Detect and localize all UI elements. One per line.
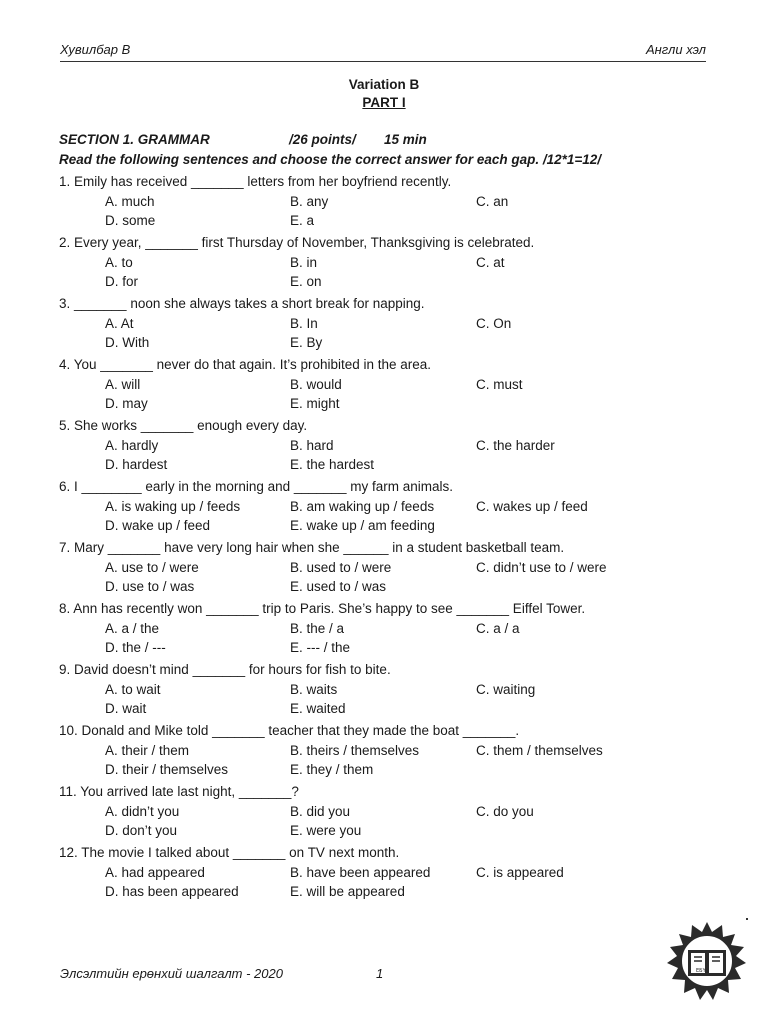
- section-points: /26 points/: [289, 132, 356, 147]
- answer-option: A. a / the: [105, 621, 160, 636]
- question-11: [59, 783, 709, 844]
- answer-option: E. wake up / am feeding: [290, 518, 435, 533]
- answer-option: C. at: [476, 255, 505, 270]
- option-row: [59, 558, 709, 577]
- header-subject: Англи хэл: [645, 42, 706, 57]
- option-row: [59, 192, 709, 211]
- answer-option: D. for: [105, 274, 139, 289]
- question-stem: 11. You arrived late last night, _______?: [59, 784, 299, 799]
- answer-option: B. theirs / themselves: [290, 743, 420, 758]
- answer-option: D. has been appeared: [105, 884, 239, 899]
- section-name: SECTION 1. GRAMMAR: [59, 132, 210, 147]
- answer-option: E. the hardest: [290, 457, 375, 472]
- question-list: [59, 173, 709, 905]
- answer-option: B. waits: [290, 682, 338, 697]
- answer-option: C. is appeared: [476, 865, 564, 880]
- option-row: [59, 699, 709, 718]
- part-title: PART I: [362, 95, 406, 110]
- page-number: 1: [376, 966, 384, 981]
- option-row: [59, 211, 709, 230]
- answer-option: B. have been appeared: [290, 865, 431, 880]
- option-row: [59, 516, 709, 535]
- option-row: [59, 436, 709, 455]
- answer-option: A. had appeared: [105, 865, 205, 880]
- answer-option: E. By: [290, 335, 323, 350]
- question-stem: 6. I ________ early in the morning and _______ my farm animals.: [59, 479, 453, 494]
- question-stem: 7. Mary _______ have very long hair when she ______ in a student basketball team.: [59, 540, 565, 555]
- answer-option: D. may: [105, 396, 148, 411]
- question-stem: 12. The movie I talked about _______ on TV next month.: [59, 845, 400, 860]
- answer-option: C. do you: [476, 804, 534, 819]
- option-row: [59, 821, 709, 840]
- answer-option: D. With: [105, 335, 150, 350]
- question-stem: 2. Every year, _______ first Thursday of November, Thanksgiving is celebrated.: [59, 235, 535, 250]
- answer-option: D. don’t you: [105, 823, 178, 838]
- option-row: [59, 760, 709, 779]
- question-stem: 9. David doesn’t mind _______ for hours for fish to bite.: [59, 662, 391, 677]
- answer-option: C. wakes up / feed: [476, 499, 588, 514]
- answer-option: A. use to / were: [105, 560, 199, 575]
- question-1: [59, 173, 709, 234]
- question-2: [59, 234, 709, 295]
- option-row: [59, 272, 709, 291]
- answer-option: B. would: [290, 377, 342, 392]
- option-row: [59, 314, 709, 333]
- answer-option: D. some: [105, 213, 156, 228]
- answer-option: C. an: [476, 194, 509, 209]
- answer-option: C. On: [476, 316, 512, 331]
- question-12: [59, 844, 709, 905]
- answer-option: A. much: [105, 194, 155, 209]
- option-row: [59, 394, 709, 413]
- option-row: [59, 802, 709, 821]
- option-row: [59, 455, 709, 474]
- header-variant: Хувилбар В: [60, 42, 131, 57]
- answer-option: B. am waking up / feeds: [290, 499, 435, 514]
- question-4: [59, 356, 709, 417]
- answer-option: A. will: [105, 377, 141, 392]
- answer-option: A. didn’t you: [105, 804, 180, 819]
- option-row: [59, 741, 709, 760]
- answer-option: E. might: [290, 396, 340, 411]
- stamp-seal-icon: [666, 920, 748, 1002]
- option-row: [59, 375, 709, 394]
- answer-option: E. will be appeared: [290, 884, 405, 899]
- answer-option: B. used to / were: [290, 560, 392, 575]
- option-row: [59, 253, 709, 272]
- answer-option: D. their / themselves: [105, 762, 229, 777]
- question-stem: 1. Emily has received _______ letters from her boyfriend recently.: [59, 174, 452, 189]
- answer-option: A. their / them: [105, 743, 190, 758]
- answer-option: A. hardly: [105, 438, 159, 453]
- answer-option: D. wake up / feed: [105, 518, 211, 533]
- answer-option: A. to wait: [105, 682, 161, 697]
- question-10: [59, 722, 709, 783]
- answer-option: A. is waking up / feeds: [105, 499, 241, 514]
- answer-option: A. to: [105, 255, 133, 270]
- option-row: [59, 497, 709, 516]
- answer-option: C. must: [476, 377, 523, 392]
- answer-option: C. them / themselves: [476, 743, 603, 758]
- question-9: [59, 661, 709, 722]
- answer-option: B. the / a: [290, 621, 345, 636]
- question-6: [59, 478, 709, 539]
- question-8: [59, 600, 709, 661]
- answer-option: E. a: [290, 213, 315, 228]
- answer-option: B. In: [290, 316, 318, 331]
- answer-option: A. At: [105, 316, 134, 331]
- answer-option: E. --- / the: [290, 640, 351, 655]
- answer-option: E. waited: [290, 701, 346, 716]
- question-stem: 5. She works _______ enough every day.: [59, 418, 308, 433]
- answer-option: C. didn’t use to / were: [476, 560, 607, 575]
- answer-option: C. the harder: [476, 438, 555, 453]
- option-row: [59, 619, 709, 638]
- question-7: [59, 539, 709, 600]
- answer-option: C. a / a: [476, 621, 520, 636]
- page-header: [60, 42, 706, 60]
- answer-option: E. were you: [290, 823, 362, 838]
- answer-option: E. on: [290, 274, 322, 289]
- option-row: [59, 882, 709, 901]
- answer-option: B. did you: [290, 804, 351, 819]
- answer-option: D. hardest: [105, 457, 168, 472]
- answer-option: E. they / them: [290, 762, 374, 777]
- section-instruction: Read the following sentences and choose the correct answer for each gap. /12*1=12/: [59, 152, 602, 167]
- question-stem: 10. Donald and Mike told _______ teacher that they made the boat _______.: [59, 723, 520, 738]
- answer-option: B. hard: [290, 438, 334, 453]
- answer-option: D. use to / was: [105, 579, 195, 594]
- question-stem: 3. _______ noon she always takes a short break for napping.: [59, 296, 425, 311]
- option-row: [59, 680, 709, 699]
- page-title: Variation B: [348, 77, 420, 92]
- option-row: [59, 638, 709, 657]
- question-3: [59, 295, 709, 356]
- answer-option: D. the / ---: [105, 640, 166, 655]
- stamp-logo: [666, 920, 748, 1002]
- option-row: [59, 333, 709, 352]
- footer-exam-name: Элсэлтийн ерөнхий шалгалт - 2020: [60, 966, 283, 981]
- header-rule: [60, 61, 706, 62]
- answer-option: E. used to / was: [290, 579, 387, 594]
- section-time: 15 min: [384, 132, 427, 147]
- question-stem: 4. You _______ never do that again. It’s prohibited in the area.: [59, 357, 432, 372]
- option-row: [59, 577, 709, 596]
- question-stem: 8. Ann has recently won _______ trip to Paris. She’s happy to see _______ Eiffel Tower.: [59, 601, 586, 616]
- answer-option: B. any: [290, 194, 329, 209]
- answer-option: C. waiting: [476, 682, 536, 697]
- answer-option: B. in: [290, 255, 318, 270]
- stamp-text: ЕБҮ: [696, 968, 706, 974]
- answer-option: D. wait: [105, 701, 147, 716]
- question-5: [59, 417, 709, 478]
- option-row: [59, 863, 709, 882]
